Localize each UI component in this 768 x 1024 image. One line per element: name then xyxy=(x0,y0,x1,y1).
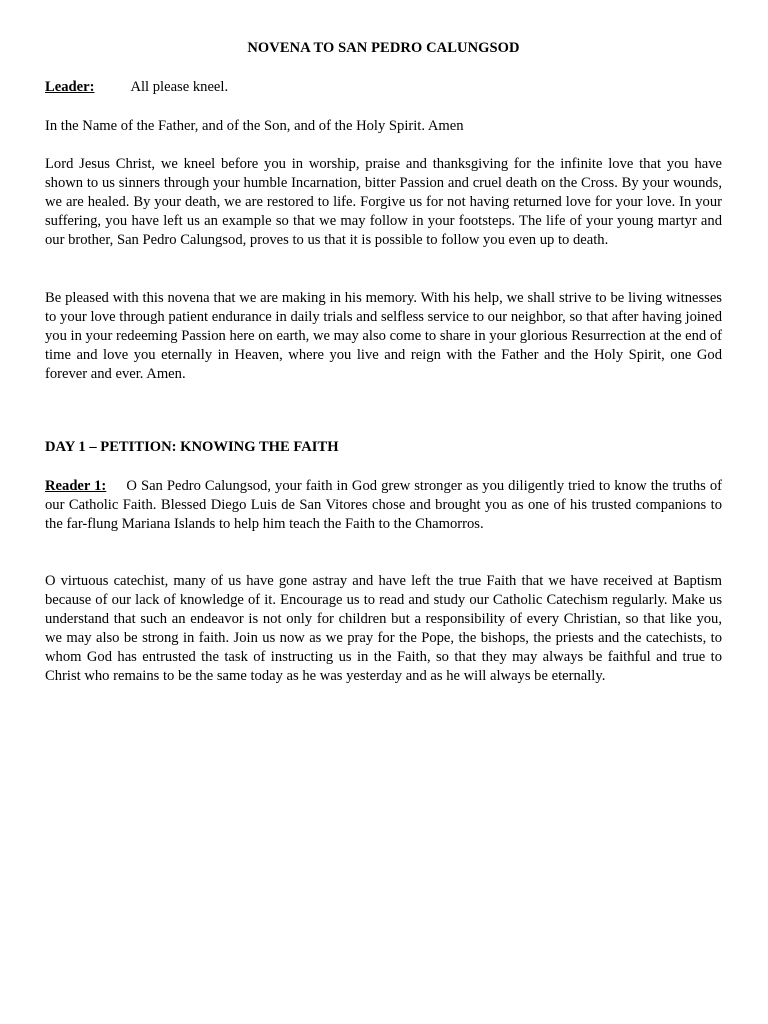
reader1-paragraph xyxy=(45,477,722,534)
reader1-text: O San Pedro Calungsod, your faith in God grew stronger as you diligently tried to know the truths of our Catholic Faith. Blessed Diego Luis de San Vitores chose and brought you as one of his trusted companions to the far-flung Mariana Islands to help him teach the Faith to the Chamorros. xyxy=(45,478,722,532)
leader-text: All please kneel. xyxy=(130,79,229,95)
petition-paragraph: O virtuous catechist, many of us have gone astray and have left the true Faith that we have received at Baptism because of our lack of knowledge of it. Encourage us to read and study our Catholic Catechism regularly. Make us understand that such an endeavor is not only for children but a responsibility of every Christian, so that like you, we may also be strong in faith. Join us now as we pray for the Pope, the bishops, the priests and the catechists, to whom God has entrusted the task of instructing us in the Faith, so that they may always be faithful and true to Christ who remains to be the same today as he was yesterday and as he will always be eternally. xyxy=(45,573,722,684)
leader-line xyxy=(45,78,722,97)
day1-heading: DAY 1 – PETITION: KNOWING THE FAITH xyxy=(45,439,339,455)
leader-label: Leader: xyxy=(45,79,95,95)
sign-of-cross: In the Name of the Father, and of the Son, and of the Holy Spirit. Amen xyxy=(45,118,464,134)
reader1-label: Reader 1: xyxy=(45,478,107,494)
document-title: NOVENA TO SAN PEDRO CALUNGSOD xyxy=(247,40,520,56)
prayer-paragraph-2: Be pleased with this novena that we are making in his memory. With his help, we shall strive to be living witnesses to your love through patient endurance in daily trials and selfless service to our neighbor, so that after having joined you in your redeeming Passion here on earth, we may also come to share in your glorious Resurrection at the end of time and love you eternally in Heaven, where you live and reign with the Father and the Holy Spirit, one God forever and ever. Amen. xyxy=(45,290,722,382)
prayer-paragraph-1: Lord Jesus Christ, we kneel before you in worship, praise and thanksgiving for the infinite love that you have shown to us sinners through your humble Incarnation, bitter Passion and cruel death on the Cross. By your wounds, we are healed. By your death, we are restored to life. Forgive us for not having returned love for your love. In your suffering, you have left us an example so that we may follow in your footsteps. The life of your young martyr and our brother, San Pedro Calungsod, proves to us that it is possible to follow you even up to death. xyxy=(45,156,722,248)
